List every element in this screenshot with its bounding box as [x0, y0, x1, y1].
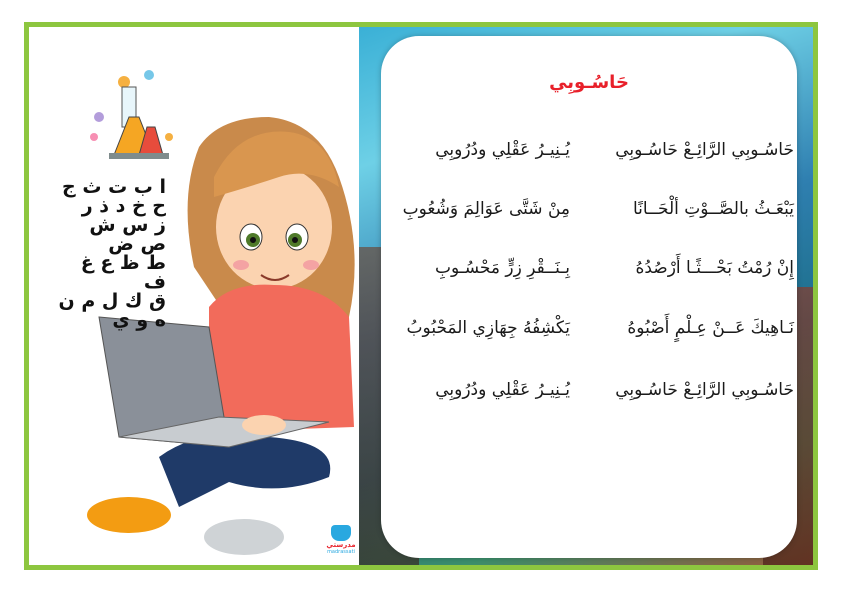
- alphabet-line: ز س ش ص ض: [89, 214, 166, 255]
- logo-icon: [331, 525, 351, 541]
- madrassati-logo: [326, 525, 356, 555]
- alphabet-line: ط ظ ع غ ف: [80, 252, 166, 293]
- alphabet-line: ق ك ل م ن: [58, 290, 166, 312]
- arabic-alphabet-block: [58, 178, 166, 330]
- poem-card: [381, 36, 797, 558]
- verse-second-half: يَكْشِفُهُ جِهَازِي المَحْبُوبُ: [406, 318, 570, 338]
- alphabet-line: ا ب ت ث ج: [62, 176, 166, 198]
- verse-second-half: بِـنَــقْرِ زِرٍّ مَحْسُـوبِ: [434, 258, 570, 278]
- verse-second-half: مِنْ شَتَّى عَوَالِمَ وَشُعُوبِ: [402, 199, 570, 219]
- verse-first-half: حَاسُـوبِي الرَّائِـعْ حَاسُـوبِي: [615, 380, 794, 400]
- verse-second-half: يُـنِيـرُ عَقْلِي ودُرُوبِي: [435, 140, 570, 160]
- alphabet-line: ه و ي: [112, 309, 166, 331]
- logo-latin-text: madrassati: [327, 549, 355, 555]
- verse-first-half: نَـاهِيكَ عَــنْ عِـلْمٍ أَصْبُوهُ: [627, 318, 794, 338]
- verse-first-half: إِنْ رُمْتُ بَحْـــثًـا أَرْصُدُهُ: [635, 258, 794, 278]
- alphabet-line: ح خ د ذ ر: [81, 195, 166, 217]
- verse-second-half: يُـنِيـرُ عَقْلِي ودُرُوبِي: [435, 380, 570, 400]
- poem-title: حَاسُـوبِي: [549, 72, 629, 93]
- logo-arabic-text: مدرستي: [326, 541, 356, 549]
- verse-first-half: حَاسُـوبِي الرَّائِـعْ حَاسُـوبِي: [615, 140, 794, 160]
- lab-flasks-icon: [90, 70, 173, 159]
- verse-first-half: يَبْعَـثُ بالصَّــوْتِ ألْحَــانًا: [632, 199, 794, 219]
